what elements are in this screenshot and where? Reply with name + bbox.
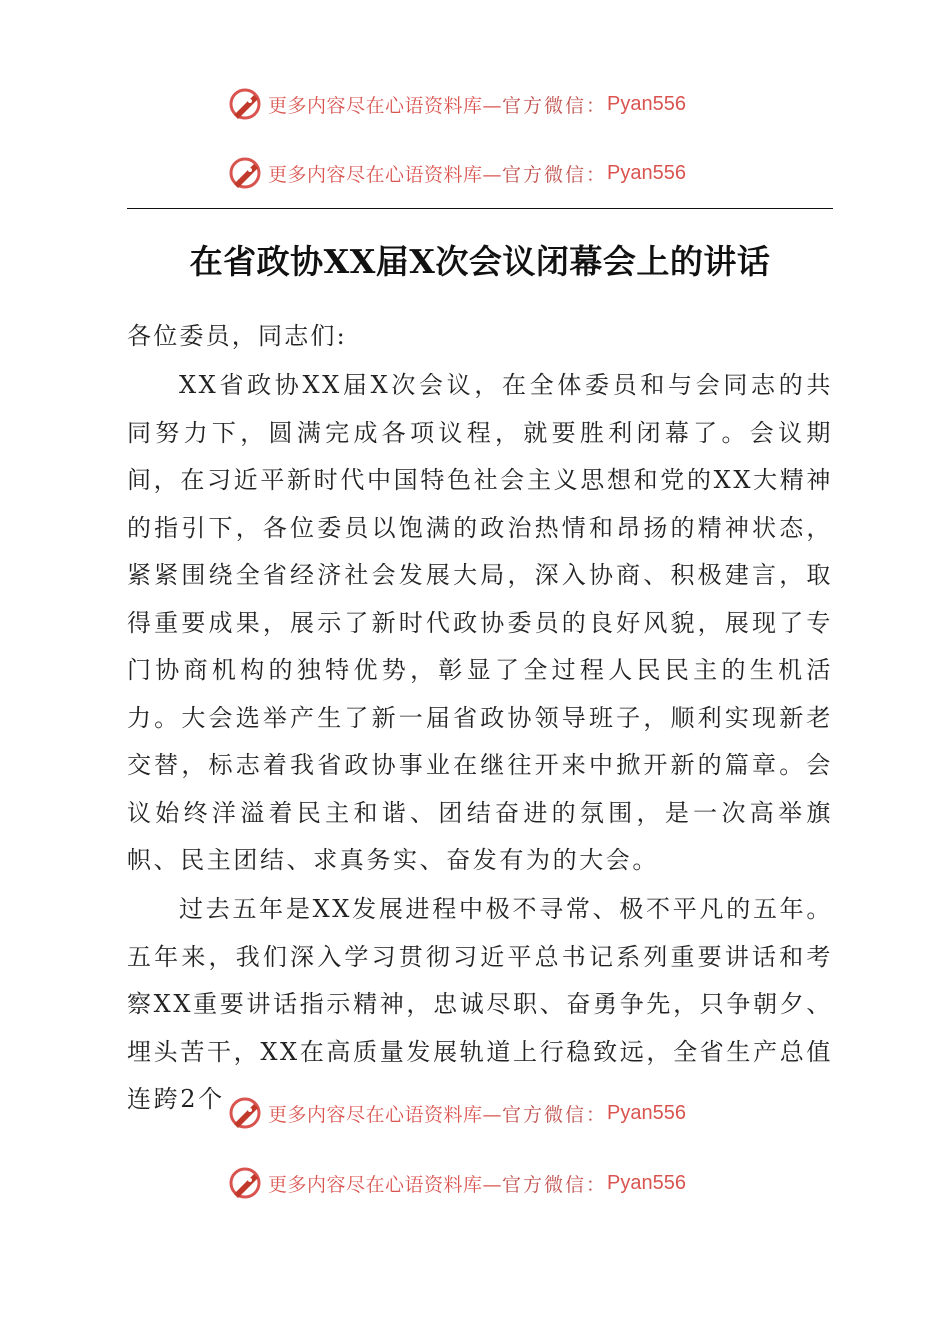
watermark-banner-top-2 bbox=[228, 155, 686, 191]
pen-nib-logo-icon bbox=[228, 87, 262, 121]
watermark-brand-text: 更多内容尽在心语资料库— bbox=[268, 1103, 503, 1126]
watermark-brand-text: 更多内容尽在心语资料库— bbox=[268, 1173, 503, 1196]
watermark-wechat-label: 官方微信： bbox=[502, 1103, 608, 1126]
watermark-brand-text: 更多内容尽在心语资料库— bbox=[268, 94, 503, 117]
watermark-wechat-id: Pyan556 bbox=[607, 92, 686, 115]
body-paragraph: XX省政协XX届X次会议，在全体委员和与会同志的共同努力下，圆满完成各项议程，就要胜利闭幕了。会议期间，在习近平新时代中国特色社会主义思想和党的XX大精神的指引下，各位委员以饱满的政治热情和昂扬的精神状态，紧紧围绕全省经济社会发展大局，深入协商、积极建言，取得重要成果，展示了新时代政协委员的良好风貌，展现了专门协商机构的独特优势，彰显了全过程人民民主的生机活力。大会选举产生了新一届省政协领导班子，顺利实现新老交替，标志着我省政协事业在继往开来中掀开新的篇章。会议始终洋溢着民主和谐、团结奋进的氛围，是一次高举旗帜、民主团结、求真务实、奋发有为的大会。 bbox=[127, 371, 833, 874]
watermark-wechat-id: Pyan556 bbox=[607, 1171, 686, 1194]
salutation: 各位委员，同志们: bbox=[127, 322, 347, 350]
watermark-banner-bottom-1 bbox=[228, 1095, 686, 1131]
watermark-banner-bottom-2 bbox=[228, 1165, 686, 1201]
body-paragraph: 过去五年是XX发展进程中极不寻常、极不平凡的五年。五年来，我们深入学习贯彻习近平总书记系列重要讲话和考察XX重要讲话指示精神，忠诚尽职、奋勇争先，只争朝夕、埋头苦干，XX在高质量发展轨道上行稳致远，全省生产总值连跨2个 bbox=[127, 895, 833, 1113]
watermark-wechat-label: 官方微信： bbox=[502, 1173, 608, 1196]
watermark-wechat-label: 官方微信： bbox=[502, 163, 608, 186]
watermark-wechat-id: Pyan556 bbox=[607, 161, 686, 184]
pen-nib-logo-icon bbox=[228, 1166, 262, 1200]
pen-nib-logo-icon bbox=[228, 156, 262, 190]
header-rule bbox=[127, 208, 833, 209]
watermark-wechat-id: Pyan556 bbox=[607, 1101, 686, 1124]
watermark-brand-text: 更多内容尽在心语资料库— bbox=[268, 163, 503, 186]
pen-nib-logo-icon bbox=[228, 1096, 262, 1130]
document-title: 在省政协XX届X次会议闭幕会上的讲话 bbox=[189, 242, 771, 281]
watermark-wechat-label: 官方微信： bbox=[502, 94, 608, 117]
watermark-banner-top-1 bbox=[228, 86, 686, 122]
